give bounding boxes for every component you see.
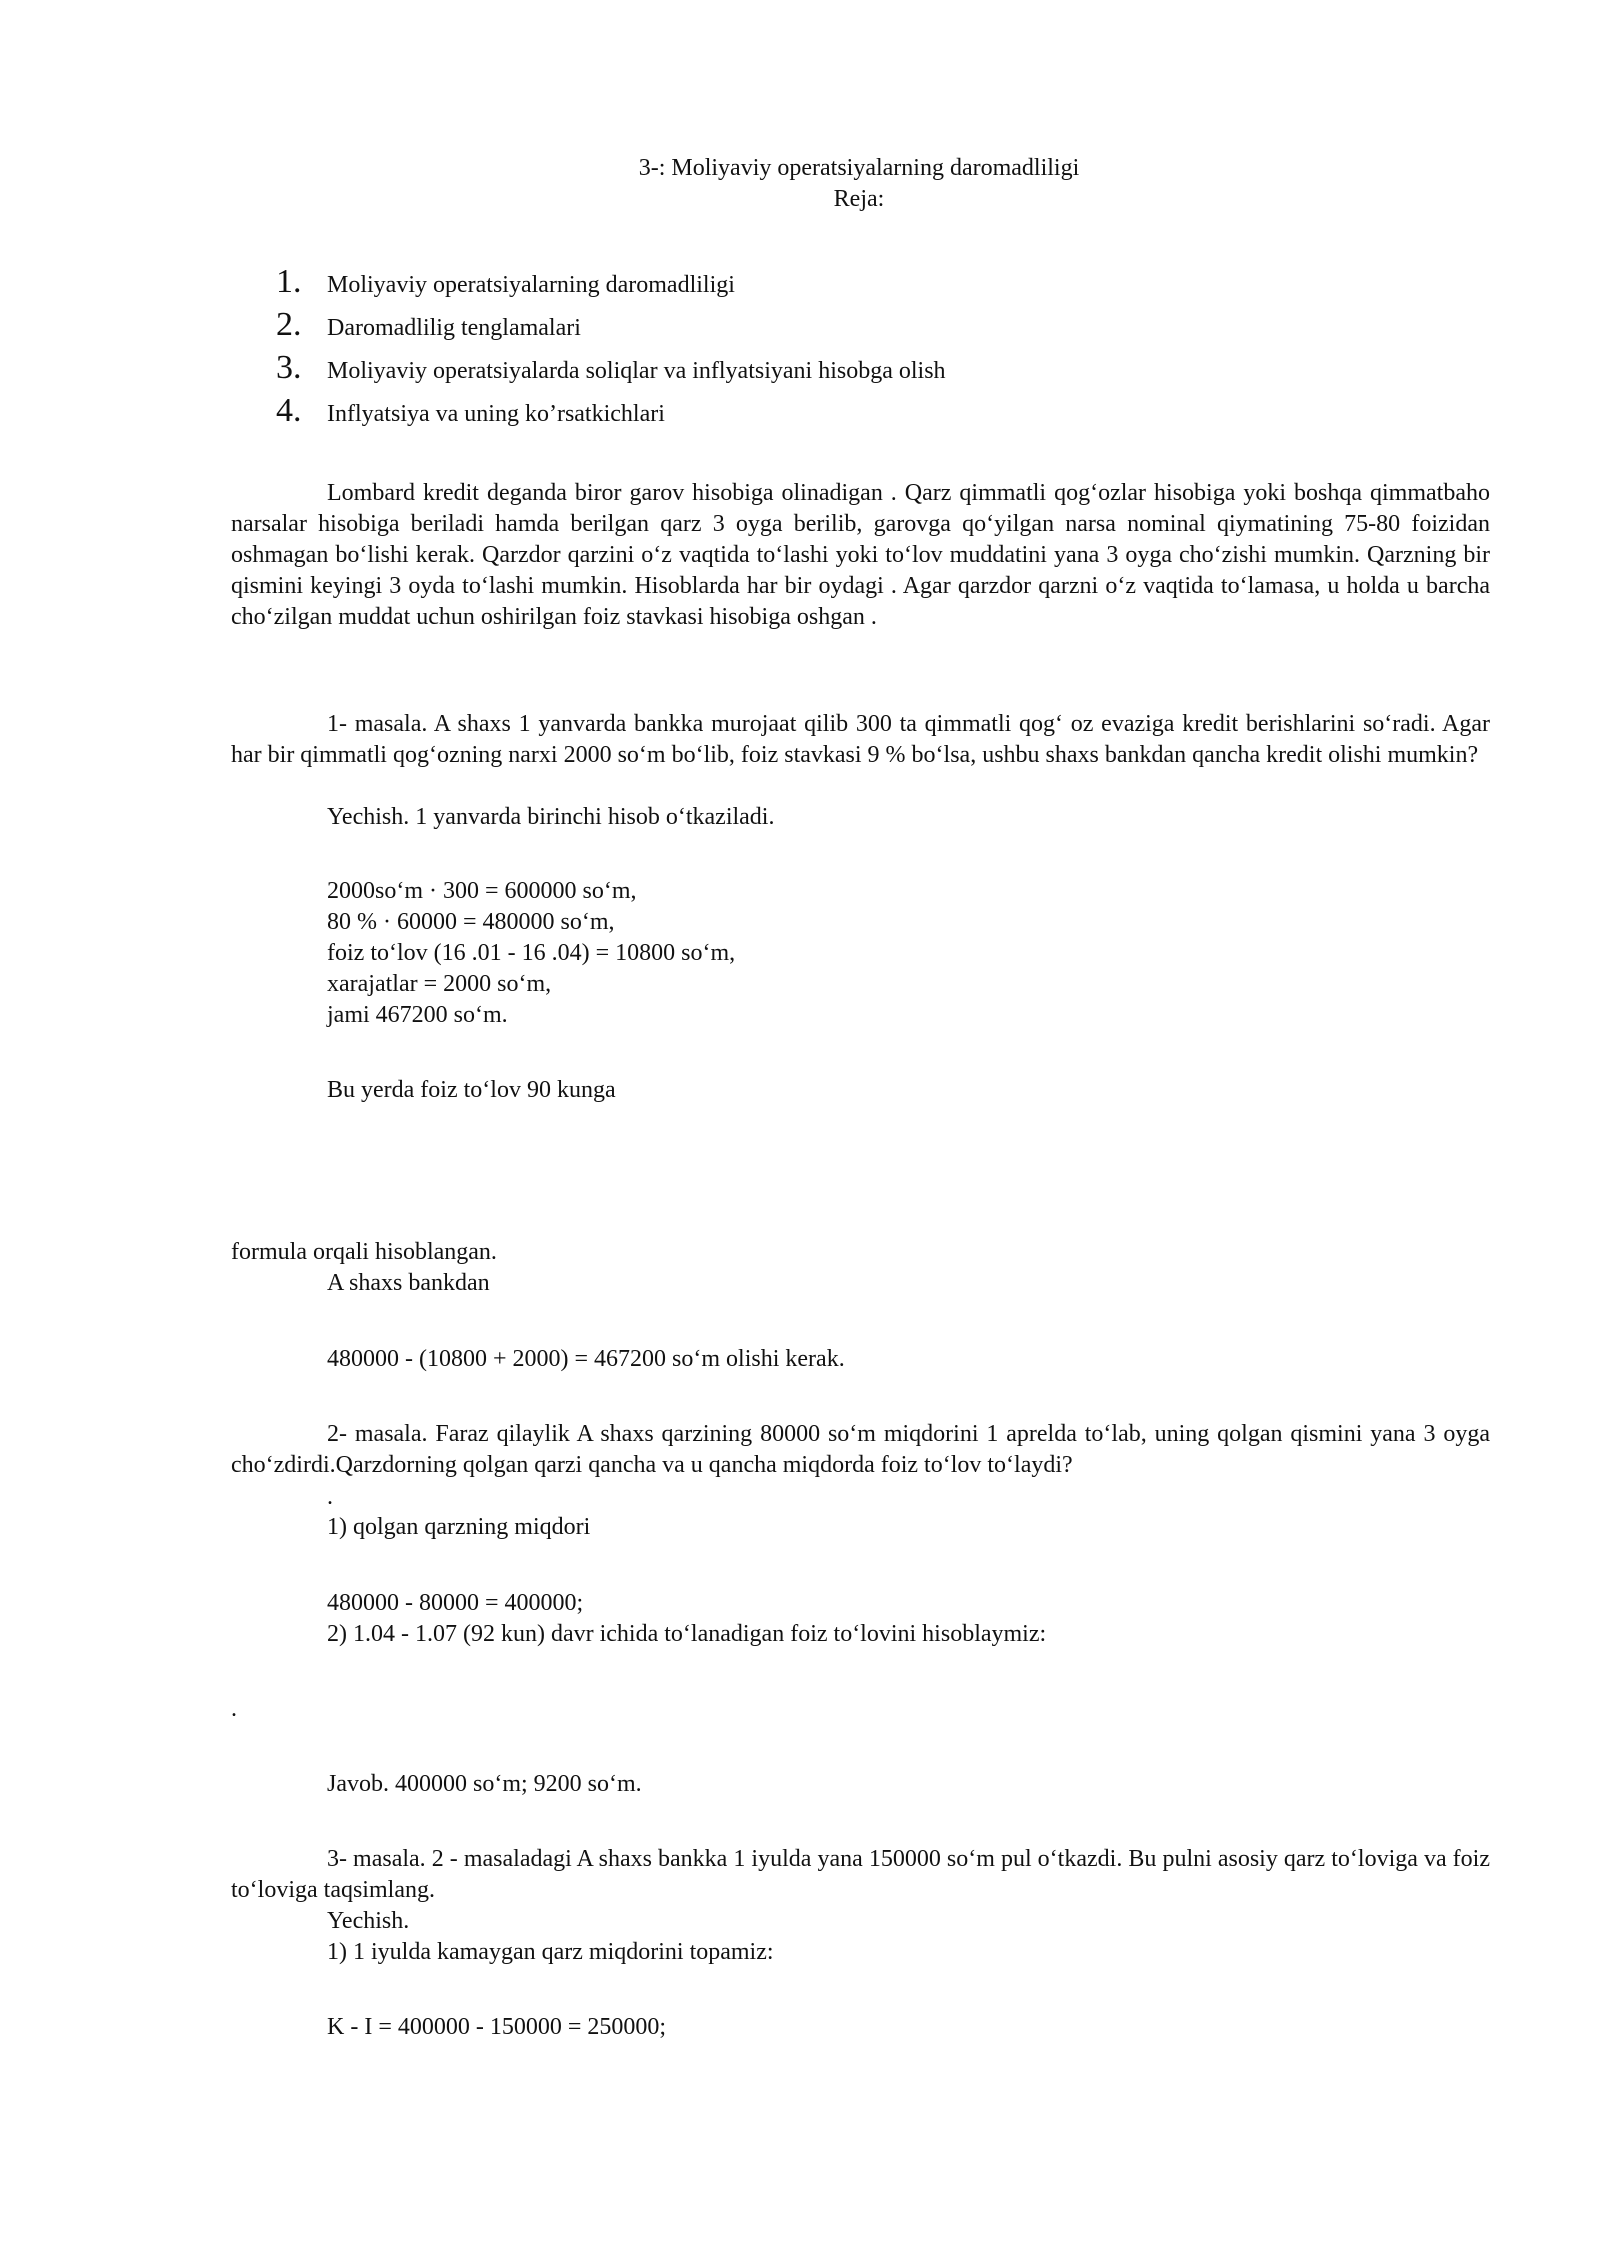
calc-line: 80 % · 60000 = 480000 so‘m, <box>327 909 615 935</box>
plan-number-1: 1. <box>276 263 302 300</box>
plan-number-3: 3. <box>276 349 302 386</box>
plan-item-1: Moliyaviy operatsiyalarning daromadliligi <box>327 272 735 298</box>
task1-formula-note: formula orqali hisoblangan. <box>231 1239 497 1265</box>
task3-solution-intro: Yechish. <box>327 1908 410 1934</box>
calc-line: foiz to‘lov (16 .01 - 16 .04) = 10800 so‘m, <box>327 940 736 966</box>
task1-bank-line: A shaxs bankdan <box>327 1270 490 1296</box>
plan-item-3: Moliyaviy operatsiyalarda soliqlar va inflyatsiyani hisobga olish <box>327 358 946 384</box>
plan-number-2: 2. <box>276 306 302 343</box>
task3-step1: 1) 1 iyulda kamaygan qarz miqdorini topamiz: <box>327 1939 774 1965</box>
task2-step1: 1) qolgan qarzning miqdori <box>327 1514 591 1540</box>
plan-item-2: Daromadlilig tenglamalari <box>327 315 581 341</box>
task2-step2: 2) 1.04 - 1.07 (92 kun) davr ichida to‘lanadigan foiz to‘lovini hisoblaymiz: <box>327 1621 1047 1647</box>
plan-heading: Reja: <box>833 186 885 212</box>
plan-number-4: 4. <box>276 392 302 429</box>
task3-statement: 3- masala. 2 - masaladagi A shaxs bankka 1 iyulda yana 150000 so‘m pul o‘tkazdi. Bu pulni asosiy qarz to‘loviga va foiz to‘loviga taqsimlang. <box>231 1846 1490 1903</box>
task1-solution-intro: Yechish. 1 yanvarda birinchi hisob o‘tkaziladi. <box>327 804 775 830</box>
task1-note: Bu yerda foiz to‘lov 90 kunga <box>327 1077 616 1103</box>
intro-paragraph: Lombard kredit deganda biror garov hisobiga olinadigan . Qarz qimmatli qog‘ozlar hisobiga yoki boshqa qimmatbaho narsalar hisobiga beriladi hamda berilgan qarz 3 oyga berilib, garovga qo‘yilgan narsa nominal qiymatining 75-80 foizidan oshmagan bo‘lishi kerak. Qarzdor qarzini o‘z vaqtida to‘lashi yoki to‘lov muddatini yana 3 oyga cho‘zishi mumkin. Qarzning bir qismini keyingi 3 oyda to‘lashi mumkin. Hisoblarda har bir oydagi . Agar qarzdor qarzni o‘z vaqtida to‘lamasa, u holda u barcha cho‘zilgan muddat uchun oshirilgan foiz stavkasi hisobiga oshgan . <box>231 480 1490 630</box>
task2-calc1: 480000 - 80000 = 400000; <box>327 1590 584 1616</box>
task2-dot: . <box>231 1696 237 1722</box>
task2-answer: Javob. 400000 so‘m; 9200 so‘m. <box>327 1771 642 1797</box>
calc-line: 2000so‘m · 300 = 600000 so‘m, <box>327 878 637 904</box>
task3-calc1: K - I = 400000 - 150000 = 250000; <box>327 2014 667 2040</box>
document-title: 3-: Moliyaviy operatsiyalarning daromadliligi <box>638 155 1080 181</box>
task1-result: 480000 - (10800 + 2000) = 467200 so‘m olishi kerak. <box>327 1346 845 1372</box>
task1-statement: 1- masala. A shaxs 1 yanvarda bankka murojaat qilib 300 ta qimmatli qog‘ oz evaziga kredit berishlarini so‘radi. Agar har bir qimmatli qog‘ozning narxi 2000 so‘m bo‘lib, foiz stavkasi 9 % bo‘lsa, ushbu shaxs bankdan qancha kredit olishi mumkin? <box>231 711 1490 768</box>
task2-statement: 2- masala. Faraz qilaylik A shaxs qarzining 80000 so‘m miqdorini 1 aprelda to‘lab, uning qolgan qismini yana 3 oyga cho‘zdirdi.Qarzdorning qolgan qarzi qancha va u qancha miqdorda foiz to‘lov to‘laydi? <box>231 1421 1490 1478</box>
calc-line: xarajatlar = 2000 so‘m, <box>327 971 552 997</box>
plan-item-4: Inflyatsiya va uning ko’rsatkichlari <box>327 401 665 427</box>
task2-dot: . <box>327 1484 333 1510</box>
calc-line: jami 467200 so‘m. <box>327 1002 508 1028</box>
